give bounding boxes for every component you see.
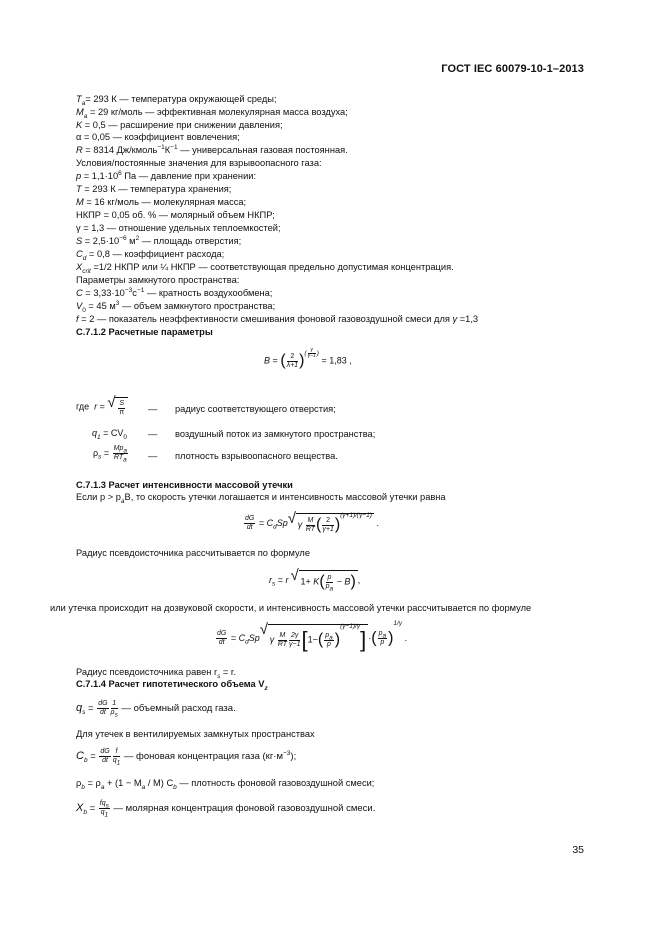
line-cb: $C_b$ = $\frac{dG}{dt}$ $\frac{f}{q_1}$ — фоновая концентрация газа $(кг\cdot м^{-3})$;	[76, 748, 297, 767]
line-lel: НКПР = 0,05 об. % — молярный объем НКПР;	[76, 210, 275, 220]
equation-subsonic-release: $\frac{dG}{dt}$ = $C_dSp√$ γ $\frac{M}{RT}$ $\frac{2\gamma}{\gamma-1}$ [1−( $\frac{p_a}{p}$ )$^{(\gamma-1)/\gamma}$] ·( $\frac{p_a}{p}$ )$^{1/\gamma}$ .	[215, 624, 407, 653]
line-k: K = 0,5 — расширение при снижении давления;	[76, 120, 283, 130]
line-t: T = 293 К — температура хранения;	[76, 184, 232, 194]
line-m: M = 16 кг/моль — молекулярная масса;	[76, 197, 247, 207]
equation-sonic-release: $\frac{dG}{dt}$ = $C_dSp√$ γ $\frac{M}{RT}$ ( $\frac{2}{\gamma+1}$ )$^{(\gamma+1)/(\gamma-1)}$ .	[243, 513, 379, 534]
equation-rho-s: $\rho_s$ = $\frac{Mp_a}{RT_a}$	[93, 445, 128, 464]
dash-q1: —	[148, 429, 158, 439]
dash-r: —	[148, 404, 158, 414]
line-subsonic: или утечка происходит на дозвуковой скорости, и интенсивность массовой утечки рассчитывается по формуле	[50, 603, 532, 613]
line-713-intro: Если $p > p_aB$, то скорость утечки логашается и интенсивность массовой утечки равна	[76, 492, 446, 505]
line-vent-intro: Для утечек в вентилируемых замкнутых пространствах	[76, 729, 315, 739]
line-qs: $q_s$ = $\frac{dG}{dt}$ $\frac{1}{\rho_s}$ — объемный расход газа.	[76, 700, 236, 719]
line-radius-eq: Радиус псевдоисточника равен $r_s = r$.	[76, 667, 237, 680]
desc-rho: плотность взрывоопасного вещества.	[175, 451, 338, 461]
standard-header: ГОСТ IEC 60079-10-1–2013	[441, 63, 584, 75]
equation-r: где r = √ $\frac{S}{\pi}$	[76, 397, 128, 417]
page-number: 35	[572, 844, 584, 856]
line-cd: $C_d = 0,8$ — коэффициент расхода;	[76, 249, 225, 262]
space-title: Параметры замкнутого пространства:	[76, 275, 240, 285]
line-rhob: $\rho_b = \rho_a + (1 - M_a / M)$ $C_b$ — плотность фоновой газовоздушной смеси;	[76, 778, 375, 791]
line-radius-intro: Радиус псевдоисточника рассчитывается по формуле	[76, 548, 311, 558]
line-ta: $T_a= 293$ К — температура окружающей среды;	[76, 94, 277, 107]
line-ma: $M_a = 29$ кг/моль — эффективная молекулярная масса воздуха;	[76, 107, 348, 120]
desc-r: радиус соответствующего отверстия;	[175, 404, 336, 414]
line-s: $S = 2,5\cdot 10^{-6}$ $м^2$ — площадь отверстия;	[76, 234, 242, 246]
line-r: R = 8314 $Дж/кмоль^{-1}К^{-1}$ — универсальная газовая постоянная.	[76, 143, 348, 155]
line-alpha: α = 0,05 — коэффициент вовлечения;	[76, 132, 240, 142]
gas-title: Условия/постоянные значения для взрывоопасного газа:	[76, 158, 322, 168]
equation-q1: $q_1 = CV_0$	[92, 428, 128, 441]
equation-b: B = ( $\frac{2}{\lambda+1}$ )$^{( \frac{\gamma}{\gamma-1} )}$ = 1,83 ,	[264, 347, 352, 369]
section-714-title: C.7.1.4 Расчет гипотетического объема $V_z$	[76, 679, 268, 692]
desc-q1: воздушный поток из замкнутого пространства;	[175, 429, 376, 439]
line-xb: $X_b$ = $\frac{fq_s}{q_1}$ — молярная концентрация фоновой газовоздушной смеси.	[76, 800, 376, 819]
dash-rho: —	[148, 451, 158, 461]
line-v0: $V_0 = 45$ $м^3$ — объем замкнутого пространства;	[76, 299, 276, 314]
section-712-title: C.7.1.2 Расчетные параметры	[76, 327, 213, 337]
line-p: $p = 1,1\cdot 10^6$ Па — давление при хранении:	[76, 169, 257, 181]
line-gamma: γ = 1,3 — отношение удельных теплоемкостей;	[76, 223, 281, 233]
line-c: $C = 3,33\cdot 10^{-3}с^{-1}$ — кратность воздухообмена;	[76, 286, 273, 298]
line-f: f = 2 — показатель неэффективности смешивания фоновой газовоздушной смеси для γ =1,3	[76, 314, 479, 324]
section-713-title: C.7.1.3 Расчет интенсивности массовой утечки	[76, 480, 293, 490]
line-xcrit: $X_{crit} =1/2$ НКПР или ¼ НКПР — соответствующая предельно допустимая концентрация.	[76, 262, 454, 275]
equation-rs: $r_s = r√$ 1+ K( $\frac{p}{p_a}$ − B) ,	[269, 570, 360, 591]
